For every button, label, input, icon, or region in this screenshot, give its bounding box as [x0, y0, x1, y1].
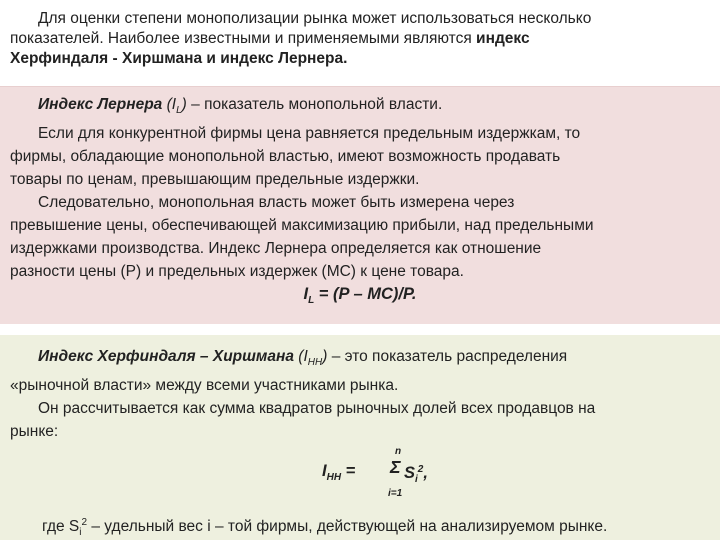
lerner-section: [0, 86, 720, 324]
lerner-line-3: фирмы, обладающие монопольной властью, имеют возможность продавать: [10, 148, 561, 165]
hh-section: [0, 335, 720, 540]
lerner-line-7: издержками производства. Индекс Лернера определяется как отношение: [10, 240, 542, 257]
lerner-formula: $I_L = (P - MC)/P$.: [303, 285, 417, 306]
sum-sigma: Σ: [390, 457, 401, 477]
hh-title: Индекс Херфиндаля – Хиршмана: [38, 348, 294, 365]
intro-line-2: показателей. Наиболее известными и применяемыми являются индекс: [10, 30, 530, 47]
lerner-line-6: превышение цены, обеспечивающей максимизацию прибыли, над предельными: [10, 217, 594, 234]
hh-title-line: Индекс Херфиндаля – Хиршмана $(I_{HH})$ – это показатель распределения: [38, 348, 568, 368]
sum-lower-limit: i=1: [388, 488, 403, 499]
lerner-title: Индекс Лернера: [38, 96, 163, 113]
intro-line-3: Херфиндаля - Хиршмана и индекс Лернера.: [10, 50, 348, 67]
hh-formula-lhs: $I_{HH}$ =: [322, 462, 356, 483]
hh-line-4: рынке:: [10, 423, 59, 440]
lerner-line-2: Если для конкурентной фирмы цена равняется предельным издержкам, то: [38, 125, 581, 142]
hh-formula: [322, 436, 462, 499]
lerner-line-5: Следовательно, монопольная власть может быть измерена через: [38, 194, 515, 211]
lerner-line-4: товары по ценам, превышающим предельные издержки.: [10, 171, 420, 188]
hh-footnote: где $S_i^2$ – удельный вес i – той фирмы, действующей на анализируемом рынке.: [42, 517, 608, 538]
lerner-title-line: Индекс Лернера $(I_L)$ – показатель монопольной власти.: [38, 96, 443, 116]
hh-line-2: «рыночной власти» между всеми участниками рынка.: [10, 377, 399, 394]
intro-line-1: Для оценки степени монополизации рынка может использоваться несколько: [38, 10, 592, 27]
hh-formula-term: $S_i^2$,: [404, 464, 428, 485]
hh-line-3: Он рассчитывается как сумма квадратов рыночных долей всех продавцов на: [38, 400, 596, 417]
lerner-line-8: разности цены (P) и предельных издержек (MC) к цене товара.: [10, 263, 464, 280]
intro-paragraph: [0, 0, 720, 86]
sum-upper-limit: n: [395, 446, 402, 457]
